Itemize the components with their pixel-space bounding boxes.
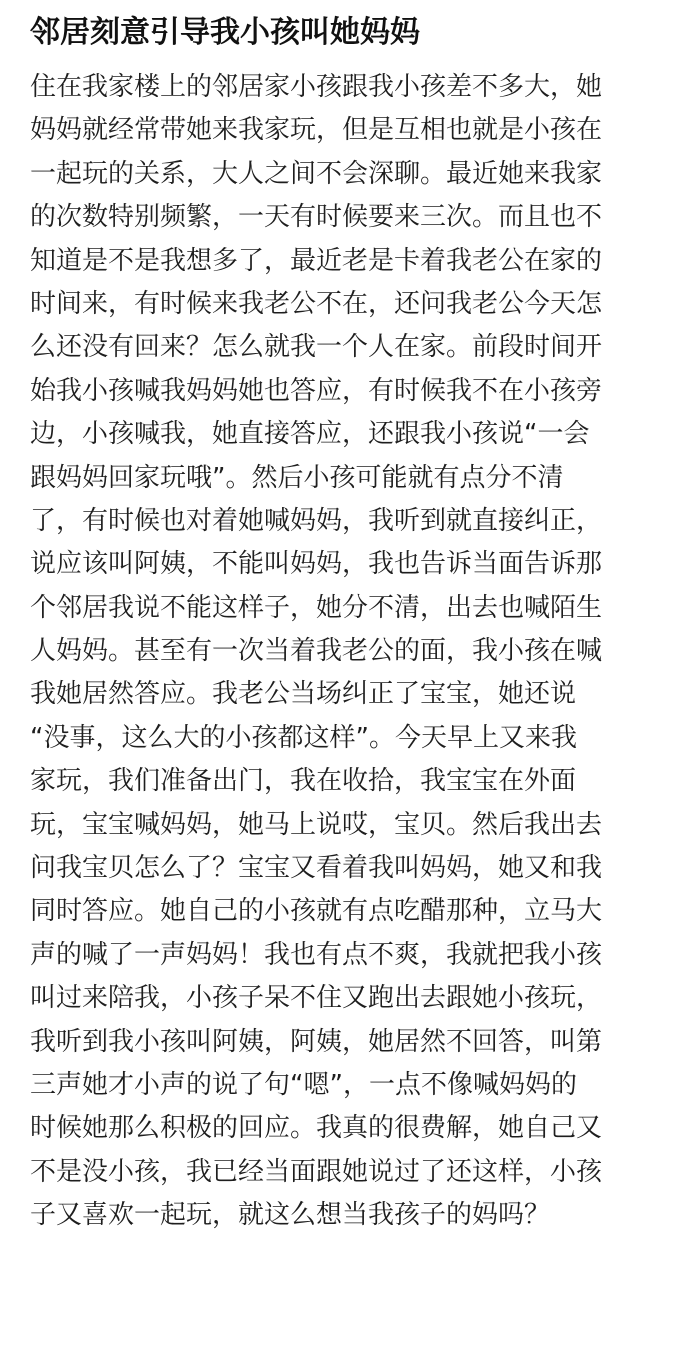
body-line: 人妈妈。甚至有一次当着我老公的面，我小孩在喊 [30, 636, 603, 667]
body-line: 一起玩的关系，大人之间不会深聊。最近她来我家 [30, 158, 603, 189]
body-line: 么还没有回来？怎么就我一个人在家。前段时间开 [30, 332, 603, 363]
body-line: 声的喊了一声妈妈！我也有点不爽，我就把我小孩 [30, 939, 603, 970]
body-line: 子又喜欢一起玩，就这么想当我孩子的妈吗？ [30, 1200, 551, 1231]
body-line: 我她居然答应。我老公当场纠正了宝宝，她还说 [30, 679, 577, 710]
body-line: 问我宝贝怎么了？宝宝又看着我叫妈妈，她又和我 [30, 853, 603, 884]
body-line: 时候她那么积极的回应。我真的很费解，她自己又 [30, 1113, 603, 1144]
body-line: 家玩，我们准备出门，我在收拾，我宝宝在外面 [30, 766, 577, 797]
body-line: 始我小孩喊我妈妈她也答应，有时候我不在小孩旁 [30, 375, 603, 406]
body-line: 同时答应。她自己的小孩就有点吃醋那种，立马大 [30, 896, 603, 927]
body-line: 知道是不是我想多了，最近老是卡着我老公在家的 [30, 245, 603, 276]
body-line: 了，有时候也对着她喊妈妈，我听到就直接纠正， [30, 505, 603, 536]
body-line: 玩，宝宝喊妈妈，她马上说哎，宝贝。然后我出去 [30, 809, 603, 840]
post-body [30, 66, 670, 1238]
body-line: “没事，这么大的小孩都这样”。今天早上又来我 [30, 722, 577, 753]
body-line: 住在我家楼上的邻居家小孩跟我小孩差不多大，她 [30, 72, 603, 102]
body-line: 不是没小孩，我已经当面跟她说过了还这样，小孩 [30, 1156, 603, 1187]
body-line: 个邻居我说不能这样子，她分不清，出去也喊陌生 [30, 592, 603, 623]
body-line: 妈妈就经常带她来我家玩，但是互相也就是小孩在 [30, 115, 603, 146]
post-title: 邻居刻意引导我小孩叫她妈妈 [30, 15, 420, 50]
body-line: 边，小孩喊我，她直接答应，还跟我小孩说“一会 [30, 419, 590, 450]
body-line: 说应该叫阿姨，不能叫妈妈，我也告诉当面告诉那 [30, 549, 603, 580]
body-line: 我听到我小孩叫阿姨，阿姨，她居然不回答，叫第 [30, 1026, 603, 1057]
body-line: 时间来，有时候来我老公不在，还问我老公今天怎 [30, 288, 603, 319]
body-line: 的次数特别频繁，一天有时候要来三次。而且也不 [30, 202, 603, 233]
body-line: 三声她才小声的说了句“嗯”，一点不像喊妈妈的 [30, 1069, 577, 1100]
body-line: 叫过来陪我，小孩子呆不住又跑出去跟她小孩玩， [30, 983, 603, 1014]
body-line: 跟妈妈回家玩哦”。然后小孩可能就有点分不清 [30, 462, 564, 493]
